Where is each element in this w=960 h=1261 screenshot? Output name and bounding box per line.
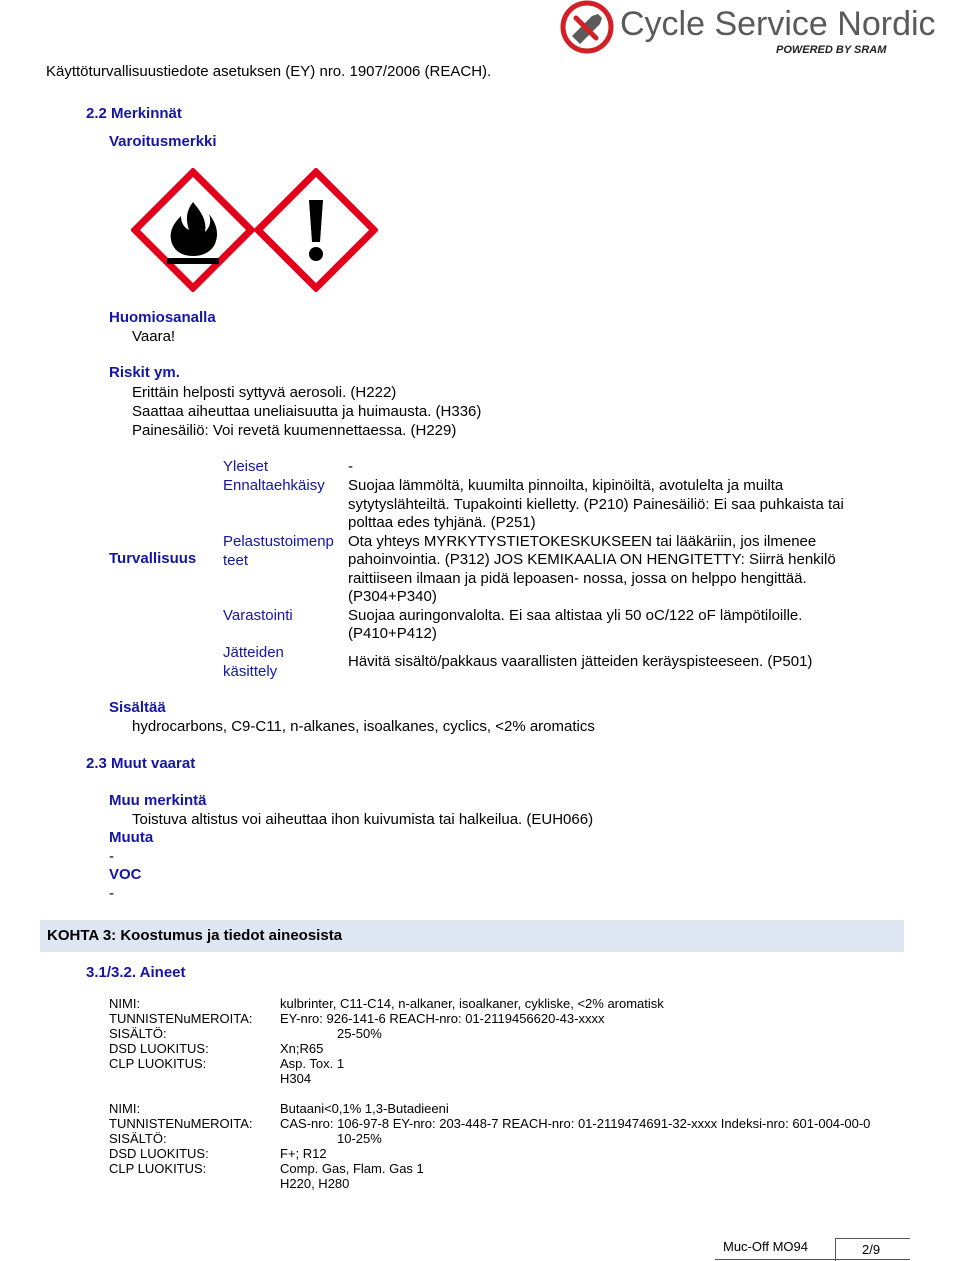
storage-line: Suojaa auringonvalolta. Ei saa altistaa yli 50 oC/122 oF lämpötiloille. bbox=[348, 607, 803, 624]
response-line: pahoinvointia. (P312) JOS KEMIKAALIA ON HENGITETTY: Siirrä henkilö bbox=[348, 551, 836, 568]
logo-tagline: POWERED BY SRAM bbox=[776, 44, 887, 56]
content-label: SISÄLTÖ: bbox=[109, 1131, 167, 1146]
prevention-label: Ennaltaehkäisy bbox=[223, 477, 325, 494]
page-number: 2/9 bbox=[862, 1242, 881, 1257]
substance-name: Butaani<0,1% 1,3-Butadieeni bbox=[280, 1101, 449, 1116]
name-label: NIMI: bbox=[109, 1101, 141, 1116]
safety-label: Turvallisuus bbox=[109, 550, 197, 567]
risk-line: Painesäiliö: Voi revetä kuumennettaessa. (H229) bbox=[132, 422, 457, 439]
substance-ids: EY-nro: 926-141-6 REACH-nro: 01-2119456620-43-xxxx bbox=[280, 1011, 605, 1026]
substance-clp: Asp. Tox. 1 bbox=[280, 1056, 345, 1071]
substance-clp: Comp. Gas, Flam. Gas 1 bbox=[280, 1161, 424, 1176]
substance-content: 25-50% bbox=[337, 1026, 382, 1041]
substance-clp-cont: H304 bbox=[280, 1071, 312, 1086]
prevention-line: Suojaa lämmöltä, kuumilta pinnoilta, kipinöiltä, avotulelta ja muilta bbox=[348, 477, 784, 494]
general-label: Yleiset bbox=[223, 458, 269, 475]
disposal-value: Hävitä sisältö/pakkaus vaarallisten jätteiden keräyspisteeseen. (P501) bbox=[348, 653, 813, 670]
substance-name: kulbrinter, C11-C14, n-alkaner, isoalkaner, cykliske, <2% aromatisk bbox=[280, 996, 664, 1011]
voc-label: VOC bbox=[109, 866, 142, 883]
storage-line: (P410+P412) bbox=[348, 625, 437, 642]
clp-label: CLP LUOKITUS: bbox=[109, 1161, 207, 1176]
substance-dsd: F+; R12 bbox=[280, 1146, 327, 1161]
dsd-label: DSD LUOKITUS: bbox=[109, 1041, 209, 1056]
flame-pictogram-icon bbox=[131, 168, 255, 292]
misc-value: - bbox=[109, 848, 114, 865]
footer-divider bbox=[715, 1259, 910, 1260]
substance-dsd: Xn;R65 bbox=[280, 1041, 324, 1056]
section-3-title: KOHTA 3: Koostumus ja tiedot aineosista bbox=[47, 927, 343, 944]
storage-label: Varastointi bbox=[223, 607, 293, 624]
other-value: Toistuva altistus voi aiheuttaa ihon kuivumista tai halkeilua. (EUH066) bbox=[132, 811, 594, 828]
exclamation-pictogram-icon bbox=[254, 168, 378, 292]
disposal-label: Jätteiden bbox=[223, 644, 284, 661]
substance-ids: CAS-nro: 106-97-8 EY-nro: 203-448-7 REACH-nro: 01-2119474691-32-xxxx Indeksi-nro: 601-004-00-0 bbox=[280, 1116, 871, 1131]
response-line: Ota yhteys MYRKYTYSTIETOKESKUKSEEN tai lääkäriin, jos ilmenee bbox=[348, 533, 817, 550]
misc-label: Muuta bbox=[109, 829, 154, 846]
risk-line: Saattaa aiheuttaa uneliaisuutta ja huimausta. (H336) bbox=[132, 403, 482, 420]
footer-product: Muc-Off MO94 bbox=[723, 1239, 809, 1254]
signal-word-value: Vaara! bbox=[132, 328, 176, 345]
substance-content: 10-25% bbox=[337, 1131, 382, 1146]
ids-label: TUNNISTENuMEROITA: bbox=[109, 1011, 253, 1026]
risk-line: Erittäin helposti syttyvä aerosoli. (H222) bbox=[132, 384, 397, 401]
content-label: SISÄLTÖ: bbox=[109, 1026, 167, 1041]
section-2-2-heading: 2.2 Merkinnät bbox=[86, 105, 182, 122]
response-line: raittiiseen ilmaan ja pidä lepoasen- nossa, jossa on helppo hengittää. bbox=[348, 570, 807, 587]
prevention-line: sytytyslähteiltä. Tupakointi kielletty. (P210) Painesäiliö: Ei saa puhkaista tai bbox=[348, 496, 844, 513]
section-2-3-heading: 2.3 Muut vaarat bbox=[86, 755, 196, 772]
company-logo bbox=[558, 0, 936, 62]
contains-value: hydrocarbons, C9-C11, n-alkanes, isoalkanes, cyclics, <2% aromatics bbox=[132, 718, 595, 735]
disposal-label-cont: käsittely bbox=[223, 663, 278, 680]
section-3-1-heading: 3.1/3.2. Aineet bbox=[86, 964, 186, 981]
pictograms-label: Varoitusmerkki bbox=[109, 133, 217, 150]
general-value: - bbox=[348, 458, 353, 475]
risks-label: Riskit ym. bbox=[109, 364, 180, 381]
substance-clp-cont: H220, H280 bbox=[280, 1176, 350, 1191]
logo-text: Cycle Service Nordic bbox=[620, 5, 936, 43]
prevention-line: polttaa edes tyhjänä. (P251) bbox=[348, 514, 536, 531]
signal-word-label: Huomiosanalla bbox=[109, 309, 216, 326]
regulation-header: Käyttöturvallisuustiedote asetuksen (EY) nro. 1907/2006 (REACH). bbox=[46, 63, 492, 80]
response-label: Pelastustoimenp bbox=[223, 533, 334, 550]
clp-label: CLP LUOKITUS: bbox=[109, 1056, 207, 1071]
contains-label: Sisältää bbox=[109, 699, 166, 716]
other-label: Muu merkintä bbox=[109, 792, 207, 809]
ids-label: TUNNISTENuMEROITA: bbox=[109, 1116, 253, 1131]
response-label-cont: teet bbox=[223, 552, 249, 569]
name-label: NIMI: bbox=[109, 996, 141, 1011]
voc-value: - bbox=[109, 885, 114, 902]
dsd-label: DSD LUOKITUS: bbox=[109, 1146, 209, 1161]
response-line: (P304+P340) bbox=[348, 588, 437, 605]
section-3-bar bbox=[40, 920, 904, 952]
